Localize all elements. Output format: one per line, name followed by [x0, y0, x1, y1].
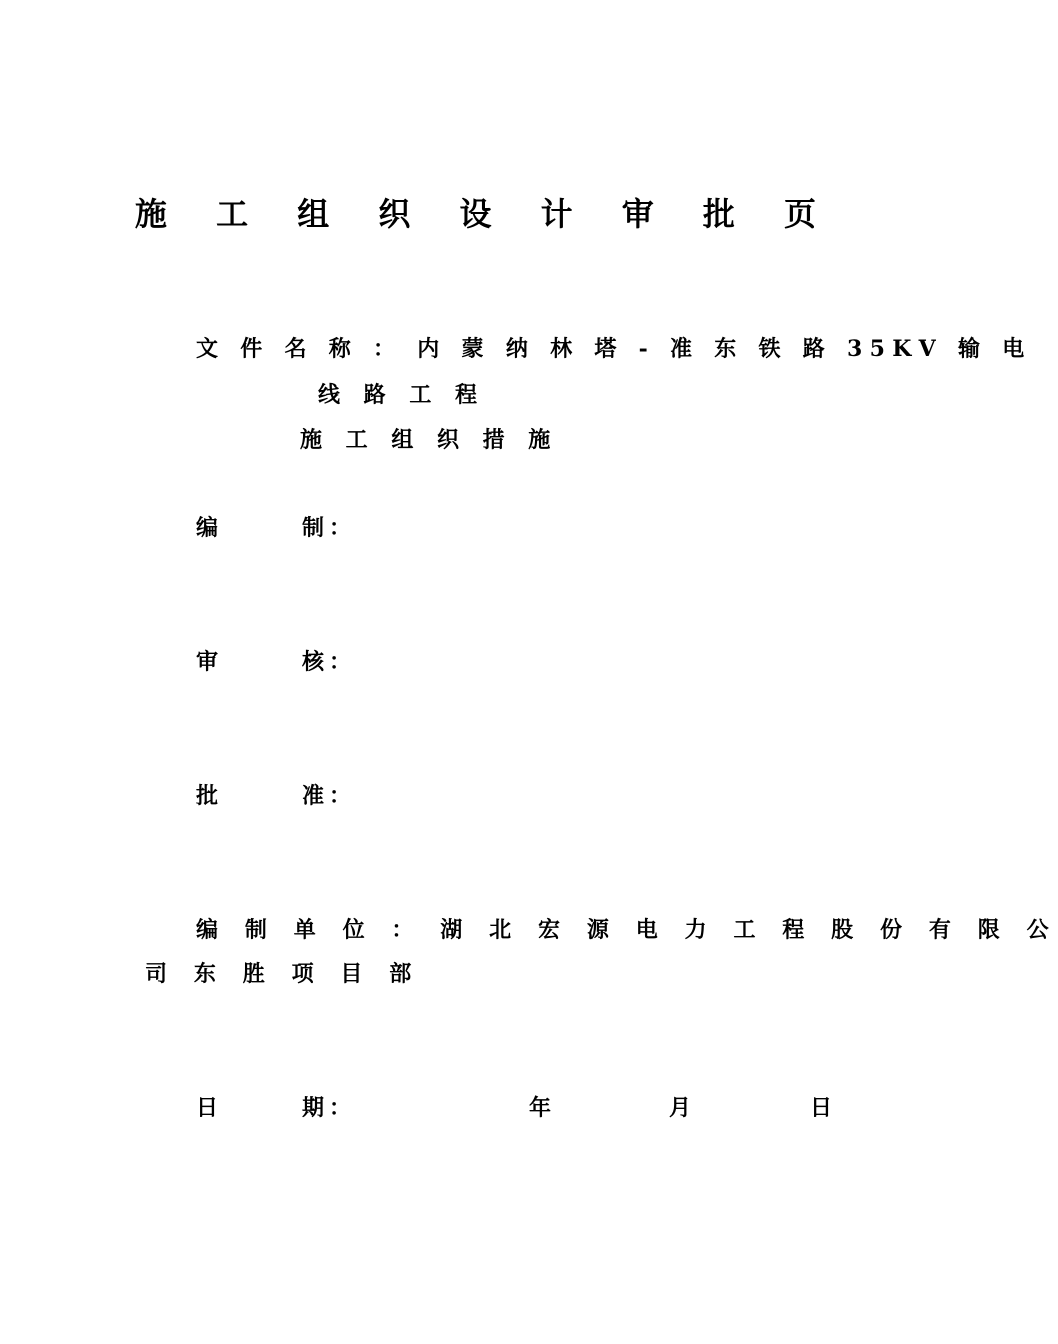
unit-line-2: 司 东 胜 项 目 部	[145, 961, 421, 987]
page-title: 施 工 组 织 设 计 审 批 页	[134, 195, 836, 233]
file-name-line-1: 文 件 名 称 ： 内 蒙 纳 林 塔 - 准 东 铁 路 35KV 输 电	[196, 336, 1032, 362]
compile-label-char-2: 制	[302, 515, 325, 541]
date-month: 月	[669, 1095, 692, 1121]
unit-line-1: 编 制 单 位 ： 湖 北 宏 源 电 力 工 程 股 份 有 限 公	[196, 917, 1058, 943]
review-label-char-1: 审	[196, 649, 219, 675]
date-year: 年	[529, 1095, 552, 1121]
approve-colon: ：	[329, 783, 352, 809]
review-label-char-2: 核	[302, 649, 325, 675]
review-colon: ：	[329, 649, 352, 675]
compile-colon: ：	[329, 515, 352, 541]
approve-label-char-1: 批	[196, 783, 219, 809]
date-label-char-1: 日	[196, 1095, 219, 1121]
date-day: 日	[810, 1095, 833, 1121]
date-colon: ：	[329, 1095, 352, 1121]
file-name-line-2: 线 路 工 程	[318, 382, 485, 408]
compile-label-char-1: 编	[196, 515, 219, 541]
file-name-line-3: 施 工 组 织 措 施	[300, 427, 559, 453]
date-label-char-2: 期	[302, 1095, 325, 1121]
approve-label-char-2: 准	[302, 783, 325, 809]
